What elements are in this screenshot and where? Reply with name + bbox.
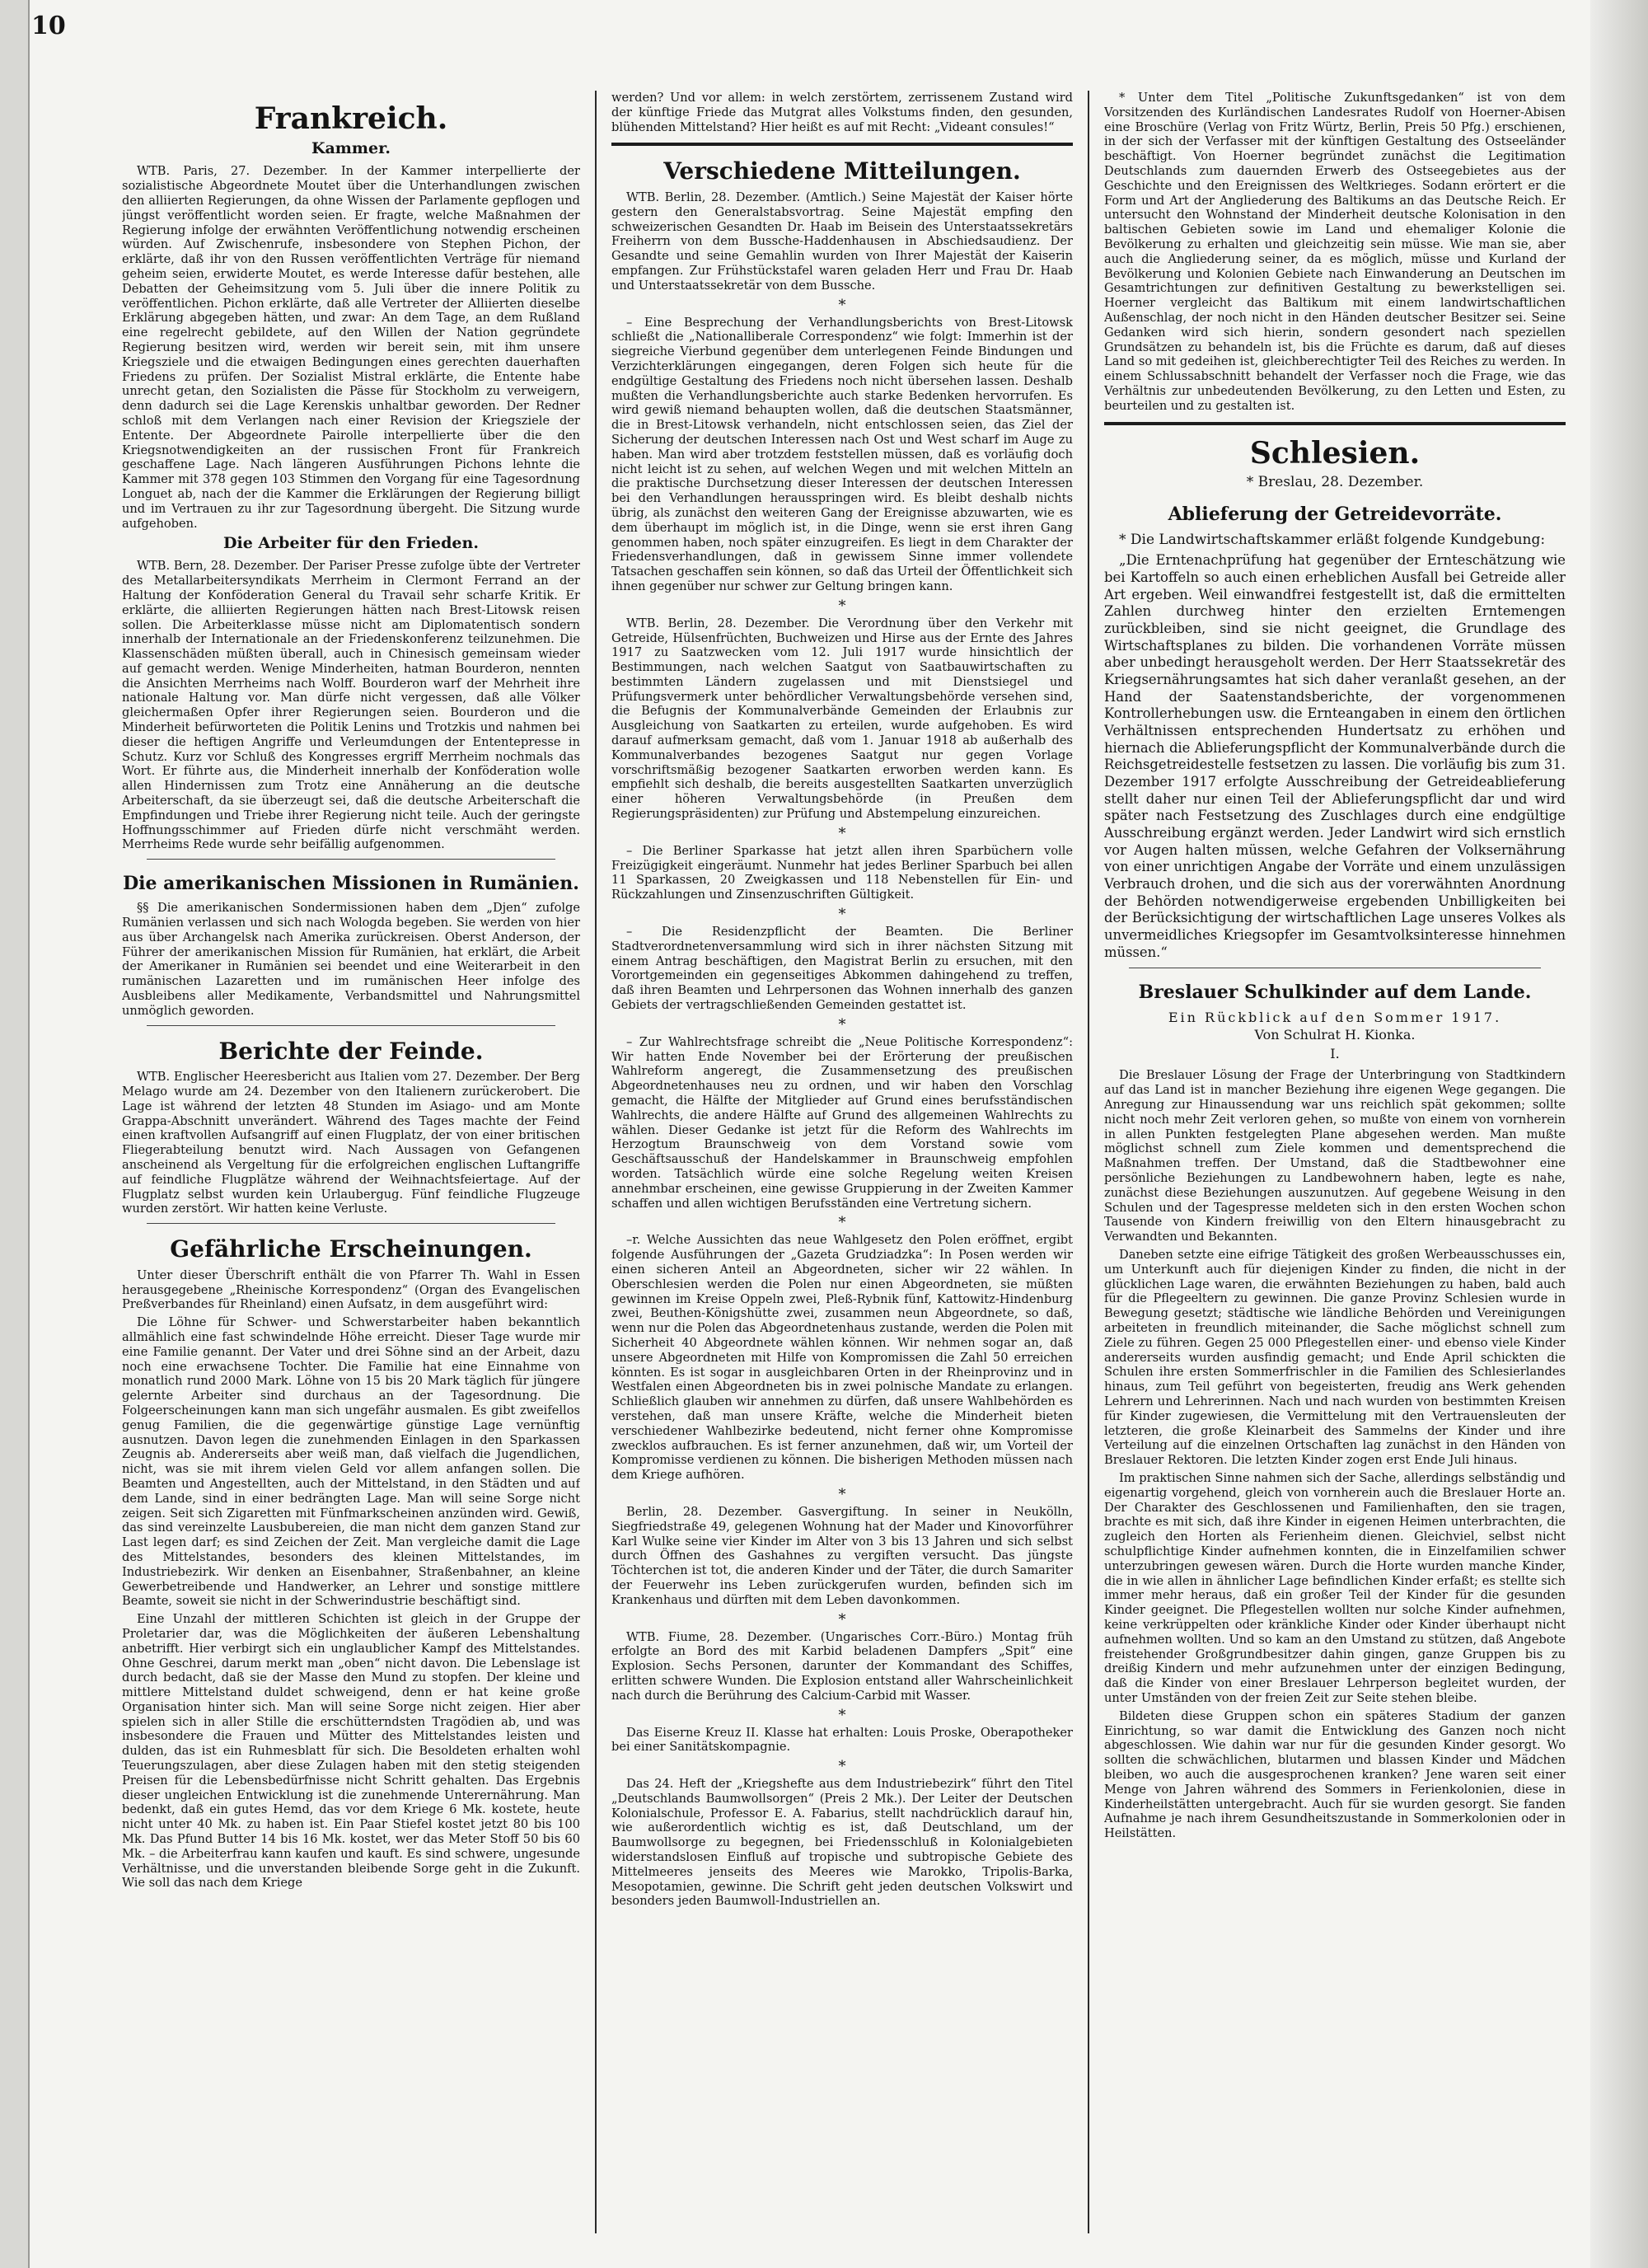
section-number: I.: [1330, 1046, 1340, 1062]
article-paragraph: Das Eiserne Kreuz II. Klasse hat erhalten: Louis Proske, Oberapotheker bei einer Sanitätskompagnie.: [611, 1725, 1073, 1755]
column-rule: [595, 91, 597, 2233]
article-paragraph: WTB. Paris, 27. Dezember. In der Kammer interpellierte der sozialistische Abgeordnete Moutet über die Unterhandlungen zwischen den alliierten Regierungen, da ohne Wissen der Parlamente gepflogen und jüngst veröffentlicht worden seien. Er fragte, welche Maßnahmen der Regierung infolge der erwähnten Veröffentlichung notwendig erscheinen würden. Auf Zwischenrufe, insbesondere von Stephen Pichon, der erklärte, daß ihr von den Russen veröffentlichten Verträge für niemand geheim seien, erwiderte Moutet, es werde Interesse dafür bestehen, alle Debatten der Geheimsitzung vom 5. Juli über die innere Politik zu veröffentlichen. Pichon erklärte, daß alle Vertreter der Alliierten dieselbe Erklärung abgegeben hätten, und zwar: An dem Tage, an dem Rußland eine regelrecht gebildete, auf den Willen der Nation gegründete Regierung besitzen wird, werden wir bereit sein, mit ihm unsere Kriegsziele und die etwaigen Bedingungen eines gerechten dauerhaften Friedens zu prüfen. Der Sozialist Mistral erklärte, die Entente habe unrecht getan, den Sozialisten die Pässe für Stockholm zu verweigern, denn dadurch sei die Lage Kerenskis unhaltbar geworden. Der Redner schloß mit dem Verlangen nach einer Revision der Kriegsziele der Entente. Der Abgeordnete Pairolle interpellierte über die den Kriegsnotwendigkeiten an der russischen Front für Frankreich geschaffene Lage. Nach längeren Ausführungen Pichons lehnte die Kammer mit 378 gegen 103 Stimmen den Vorgang für eine Tagesordnung Longuet ab, nach der die Kammer die Erklärungen der Regierung billigt und im Vertrauen zu ihr zur Tagesordnung übergeht. Die Sitzung wurde aufgehoben.: [122, 164, 580, 531]
divider: [147, 1025, 555, 1026]
article-paragraph: * Unter dem Titel „Politische Zukunftsgedanken“ ist von dem Vorsitzenden des Kurländischen Landesrates Rudolf von Hoerner-Abisen eine Broschüre (Verlag von Fritz Würtz, Berlin, Preis 50 Pfg.) erschienen, in der sich der Verfasser mit der künftigen Gestaltung des Ostseeländer beschäftigt. Von Hoerner begründet zunächst die Legitimation Deutschlands zum dauernden Erwerb des Ostseegebietes aus der Geschichte und den Ereignissen des Weltkrieges. Sodann erörtert er die Form und Art der Angliederung des Baltikums an das Deutsche Reich. Er untersucht den Wohnstand der Minderheit deutsche Kolonisation in den baltischen Gebieten sowie im Land und ehemaliger Kolonie die Bevölkerung zu erhalten und gleichzeitig sein müsse. Wie man sie, aber auch die Angliederung seiner, da es möglich, müsse und Kurland der Bevölkerung und Kolonien Gebiete nach Einwanderung an Deutschen im Gesamtrichtungen zur definitiven Gestaltung zu bewerkstelligen sei. Hoerner vergleicht das Baltikum mit einem landwirtschaftlichen Außenschlag, der noch nicht in den Händen deutscher Besitzer sei. Seine Gedanken wird sich hierin, sondern gesondert nach speziellen Grundsätzen zu behandeln ist, bis die Früchte es darum, daß auf dieses Land so mit gedeihen ist, gleichberechtigter Teil des Reiches zu werden. In einem Schlussabschnitt behandelt der Verfasser noch die Frage, wie das Verhältnis zur unbedeutenden Bevölkerung, zu den Letten und Esten, zu beurteilen und zu gestalten ist.: [1104, 91, 1566, 413]
separator-star: *: [838, 906, 846, 924]
divider-thick: [611, 143, 1073, 146]
separator-star: *: [838, 1214, 846, 1232]
separator-star: *: [838, 1485, 846, 1503]
article-paragraph: WTB. Berlin, 28. Dezember. (Amtlich.) Seine Majestät der Kaiser hörte gestern den Generalstabsvortrag. Seine Majestät empfing den schweizerischen Gesandten Dr. Haab im Beisein des Unterstaatssekretärs Freiherrn von dem Bussche-Haddenhausen in Abschiedsaudienz. Der Gesandte und seine Gemahlin wurden von Ihrer Majestät der Kaiserin empfangen. Zur Frühstückstafel waren geladen Herr und Frau Dr. Haab und Unterstaatssekretär von dem Bussche.: [611, 190, 1073, 293]
column-right: [1104, 91, 1566, 2242]
article-paragraph: Die Breslauer Lösung der Frage der Unterbringung von Stadtkindern auf das Land ist in mancher Beziehung ihre eigenen Wege gegangen. Die Anregung zur Hinaussendung war uns reichlich spät gekommen; sollte nicht noch mehr Zeit verloren gehen, so mußte von einem von vornherein in allen Punkten festgelegten Plane abgesehen werden. Man mußte möglichst schnell zum Ziele kommen und dementsprechend die Maßnahmen treffen. Der Umstand, daß die Stadtbewohner eine persönliche Beziehungen zu Landbewohnern haben, legte es nahe, zunächst diese Beziehungen auszunutzen. Auf gegebene Weisung in den Schulen und der Tagespresse meldeten sich in den ersten Wochen schon Tausende von Kindern freiwillig von den Eltern hinausgebracht zu Verwandten und Bekannten.: [1104, 1068, 1566, 1244]
article-paragraph: – Zur Wahlrechtsfrage schreibt die „Neue Politische Korrespondenz“: Wir hatten Ende November bei der Erörterung der preußischen Wahlreform angeregt, die Zusammensetzung des preußischen Abgeordnetenhauses neu zu ordnen, und wir haben den Vorschlag gemacht, die Hälfte der Mitglieder auf Grund eines berufsständischen Wahlrechts, die andere Hälfte auf Grund des allgemeinen Wahlrechts zu wählen. Dieser Gedanke ist jetzt für die Reform des Wahlrechts im Herzogtum Braunschweig von dem Vorstand sowie vom Geschäftsausschuß der Handelskammer in Braunschweig empfohlen worden. Tatsächlich würde eine solche Regelung weiten Kreisen annehmbar erscheinen, eine gewisse Gruppierung in der Zweiten Kammer schaffen und allen wichtigen Berufsständen eine Vertretung sichern.: [611, 1034, 1073, 1211]
article-paragraph: – Die Residenzpflicht der Beamten. Die Berliner Stadtverordnetenversammlung wird sich in ihrer nächsten Sitzung mit einem Antrag beschäftigen, den Magistrat Berlin zu ersuchen, mit den Vorortgemeinden ein gegenseitiges Abkommen dahingehend zu treffen, daß ihren Beamten und Lehrpersonen das Wohnen innerhalb des ganzen Gebiets der vertragschließenden Gemeinden gestattet ist.: [611, 925, 1073, 1013]
article-paragraph: * Die Landwirtschaftskammer erläßt folgende Kundgebung:: [1119, 531, 1546, 548]
column-middle: [611, 91, 1073, 2242]
article-paragraph: WTB. Berlin, 28. Dezember. Die Verordnung über den Verkehr mit Getreide, Hülsenfrüchten, Buchweizen und Hirse aus der Ernte des Jahres 1917 zu Saatzwecken vom 12. Juli 1917 wurde hinsichtlich der Bestimmungen, nach welchen Saatgut von Saatbauwirtschaften zu bestimmten Ländern zugelassen und mit Dienstsiegel und Prüfungsvermerk unter behördlicher Verwaltungsbehörde versehen sind, die Befugnis der Kommunalverbände Gemeinden der Erlaubnis zur Ausgleichung von Saatkarten zu erteilen, wurde aufgehoben. Es wird darauf aufmerksam gemacht, daß vom 1. Januar 1918 ab außerhalb des Kommunalverbandes bezogenes Saatgut nur gegen Vorlage vorschriftsmäßig bezogener Saatkarten erworben werden kann. Es empfiehlt sich deshalb, die bereits ausgestellten Saatkarten unverzüglich einer höheren Verwaltungsbehörde (in Preußen dem Regierungspräsidenten) zur Prüfung und Abstempelung einzureichen.: [611, 616, 1073, 822]
divider: [147, 859, 555, 860]
column-rule: [1088, 91, 1089, 2233]
separator-star: *: [838, 597, 846, 615]
article-paragraph: „Die Erntenachprüfung hat gegenüber der Ernteschätzung wie bei Kartoffeln so auch einen erheblichen Ausfall bei Getreide aller Art ergeben. Weil einwandfrei festgestellt ist, daß die ermittelten Zahlen durchweg hinter den erzielten Erntemengen zurückbleiben, sind sie nicht geeignet, die Grundlage des Wirtschaftsplanes zu bilden. Die vorhandenen Vorräte müssen aber unbedingt herausgeholt werden. Der Herr Staatssekretär des Kriegsernährungsamtes hat sich daher veranlaßt gesehen, an der Hand der Saatenstandsberichte, der vorgenommenen Kontrollerhebungen usw. die Ernteangaben in einem den örtlichen Verhältnissen entsprechenden Hundertsatz zu erhöhen und hiernach die Ablieferungspflicht der Kommunalverbände durch die Reichsgetreidestelle festsetzen zu lassen. Die vorläufig bis zum 31. Dezember 1917 erfolgte Ausschreibung der Getreideablieferung stellt daher nur einen Teil der Ablieferungspflicht dar und wird später nach Festsetzung des Zuschlages durch eine endgültige Ausschreibung ergänzt werden. Jeder Landwirt wird sich ernstlich vor Augen halten müssen, welche Gefahren der Volksernährung von einer unrichtigen Angabe der Vorräte und einem unzulässigen Verbrauch drohen, und die sich aus der vorerwähnten Anordnung der Behörden notwendigerweise ergebenden Unbilligkeiten bei der Berücksichtigung der wirtschaftlichen Lage unseres Volkes als unvermeidliches Kriegsopfer im Gesamtvolksinteresse hinnehmen müssen.“: [1104, 552, 1566, 960]
article-paragraph: – Die Berliner Sparkasse hat jetzt allen ihren Sparbüchern volle Freizügigkeit eingeräumt. Nunmehr hat jedes Berliner Sparbuch bei allen 11 Sparkassen, 20 Zweigkassen und 118 Nebenstellen für Ein- und Rückzahlungen und Zinsenzuschriften Gültigkeit.: [611, 843, 1073, 902]
separator-star: *: [838, 296, 846, 314]
section-title-frankreich: Frankreich.: [254, 101, 448, 136]
article-paragraph: Eine Unzahl der mittleren Schichten ist gleich in der Gruppe der Proletarier dar, was die Möglichkeiten der äußeren Lebenshaltung anbetrifft. Hier verbirgt sich ein unglaublicher Kampf des Mittelstandes. Ohne Geschrei, darum merkt man „oben“ nicht davon. Die Lebenslage ist durch bedacht, daß sie der Masse den Mund zu stopfen. Der kleine und mittlere Mittelstand duldet schweigend, denn er hat keine große Organisation hinter sich. Man will seine Sorge nicht zeigen. Hier aber spielen sich in aller Stille die erschütterndsten Tragödien ab, und was insbesondere die Frauen und Mütter des Mittelstandes leisten und dulden, das ist ein Ruhmesblatt für sich. Die Besoldeten erhalten wohl Teuerungszulagen, aber diese Zulagen haben mit den stetig steigenden Preisen für die Lebensbedürfnisse nicht Schritt gehalten. Das Ergebnis dieser ungleichen Entwicklung ist die zunehmende Unterernährung. Man bedenkt, daß ein gutes Hemd, das vor dem Kriege 6 Mk. kostete, heute nicht unter 40 Mk. zu haben ist. Ein Paar Stiefel kostet jetzt 80 bis 100 Mk. Das Pfund Butter 14 bis 16 Mk. kostet, wer das Meter Stoff 50 bis 60 Mk. – die Arbeiterfrau kann kaufen und kauft. Es sind schwere, ungesunde Verhältnisse, und die unverstanden bleibende Sorge geht in die Zukunft. Wie soll das nach dem Kriege: [122, 1612, 580, 1891]
article-paragraph: Daneben setzte eine eifrige Tätigkeit des großen Werbeausschusses ein, um Unterkunft auch für diejenigen Kinder zu finden, die nicht in der glücklichen Lage waren, die erwähnten Beziehungen zu haben, bald auch für die Pflegeeltern zu gewinnen. Die ganze Provinz Schlesien wurde in Bewegung gesetzt; städtische wie ländliche Behörden und Vereinigungen arbeiteten in freundlich miteinander, die Sache möglichst schnell zum Ziele zu führen. Gegen 25 000 Pflegestellen einer- und ebenso viele Kinder andererseits wurden ausfindig gemacht; und Ende April schickten die Schulen ihre ersten Sommerfrischler in die Familien des Schlesierlandes hinaus, zum Teil geführt von begeisterten, freudig ans Werk gehenden Lehrern und Lehrerinnen. Nach und nach wurden von bestimmten Kreisen für Kinder zugewiesen, die Vermittelung mit den Vertrauensleuten der letzteren, die große Kleinarbeit des Sammelns der Kinder und ihre Verteilung auf die einzelnen Ortschaften lag zunächst in den Händen von Breslauer Rektoren. Die letzten Kinder zogen erst Ende Juli hinaus.: [1104, 1248, 1566, 1468]
separator-star: *: [838, 1758, 846, 1776]
author-byline: Von Schulrat H. Kionka.: [1254, 1027, 1416, 1043]
article-paragraph: Das 24. Heft der „Kriegshefte aus dem Industriebezirk“ führt den Titel „Deutschlands Baumwollsorgen“ (Preis 2 Mk.). Der Leiter der Deutschen Kolonialschule, Professor E. A. Fabarius, stellt nachdrücklich darauf hin, wie außerordentlich wichtig es ist, daß Deutschland, um der Baumwollsorge zu begegnen, bei Friedensschluß in Kolonialgebieten widerstandslosen Einfluß auf tropische und subtropische Gebiete des Mittelmeeres jenseits des Meeres wie Marokko, Tripolis-Barka, Mesopotamien, gewinne. Die Schrift geht jeden deutschen Volkswirt und besonders jeden Baumwoll-Industriellen an.: [611, 1777, 1073, 1909]
subheadline: Ein Rückblick auf den Sommer 1917.: [1168, 1010, 1502, 1026]
separator-star: *: [838, 1706, 846, 1724]
separator-star: *: [838, 1610, 846, 1628]
article-paragraph-continued: werden? Und vor allem: in welch zerstörtem, zerrissenem Zustand wird der künftige Friede das Mutgrat alles Volkstums finden, den gesunden, blühenden Mittelstand? Hier heißt es auf mit Recht: „Videant consules!“: [611, 91, 1073, 134]
article-paragraph: Bildeten diese Gruppen schon ein späteres Stadium der ganzen Einrichtung, so war damit die Entwicklung des Ganzen noch nicht abgeschlossen. Wie dahin war nur für die gesunden Kinder gesorgt. Wo sollten die schwächlichen, blutarmen und blassen Kinder und Mädchen bleiben, wo auch die ausgesprochenen kranken? Jene waren seit einer Menge von Jahren während des Sommers in Ferienkolonien, diese in Kinderheilstätten untergebracht. Auch für sie wurden gesorgt. Sie fanden Aufnahme je nach ihrem Gesundheitszustande in Sommerkolonien oder in Heilstätten.: [1104, 1708, 1566, 1841]
article-paragraph: Die Löhne für Schwer- und Schwerstarbeiter haben bekanntlich allmählich eine fast schwindelnde Höhe erreicht. Dieser Tage wurde mir eine Familie genannt. Der Vater und drei Söhne sind an der Arbeit, dazu noch eine erwachsene Tochter. Die Familie hat eine Einnahme von monatlich rund 2000 Mark. Löhne von 15 bis 20 Mark täglich für jüngere gelernte Arbeiter sind durchaus an der Tagesordnung. Die Folgeerscheinungen kann man sich ungefähr ausmalen. Es gibt zweifellos genug Familien, die die gegenwärtige günstige Lage vernünftig ausnutzen. Davon legen die zunehmenden Einlagen in den Sparkassen Zeugnis ab. Andererseits aber weiß man, daß vielfach die Jugendlichen, nicht, was sie mit ihrem vielen Geld vor allem anfangen sollen. Die Beamten und Angestellten, auch der Mittelstand, in den Städten und auf dem Lande, sind in einer bedrängten Lage. Man will seine Sorge nicht zeigen. Seit sich Zigaretten mit Fünfmarkscheinen anzünden wird. Gewiß, das sind vereinzelte Lausbubereien, die man nicht dem ganzen Stand zur Last legen darf; es sind Zeichen der Zeit. Man vergleiche damit die Lage des Mittelstandes, besonders des kleinen Mittelstandes, im Industriebezirk. Wir denken an Eisenbahner, Straßenbahner, an kleine Gewerbetreibende und Handwerker, an Lehrer und sonstige mittlere Beamte, soweit sie nicht in der Schwerindustrie beschäftigt sind.: [122, 1315, 580, 1609]
article-paragraph: WTB. Bern, 28. Dezember. Der Pariser Presse zufolge übte der Vertreter des Metallarbeitersyndikats Merrheim in Clermont Ferrand an der Haltung der Konföderation General du Travail sehr scharfe Kritik. Er erklärte, die alliierten Regierungen hätten nach Brest-Litowsk reisen sollen. Die Arbeiterklasse müsse nicht am Diplomatentisch sondern innerhalb der Internationale an der Friedenskonferenz teilzunehmen. Die Klassenschäden müßten überall, auch in Chinesisch gemeinsam wieder auf gemacht werden. Wenige Minderheiten, hatman Bourderon, nennten die Ansichten Merrheims nach Wolff. Bourderon warf der Mehrheit ihre nationale Haltung vor. Man dürfe nicht vergessen, daß alle Völker gleichermaßen Opfer ihrer Regierungen seien. Bourderon und die Minderheit befürworteten die Politik Lenins und Trotzkis und nahmen bei dieser die heftigen Angriffe und Verleumdungen der Ententepresse in Schutz. Kurz vor Schluß des Kongresses ergriff Merrheim nochmals das Wort. Er führte aus, die Minderheit innerhalb der Konföderation wolle allen Hindernissen zum Trotz eine Annäherung an die deutsche Arbeiterschaft, da sie überzeugt sei, daß die deutsche Arbeiterschaft die Empfindungen und Triebe ihrer Regierung nicht teile. Auch der geringste Hoffnungsschimmer auf Frieden dürfe nicht verschmäht werden. Merrheims Rede wurde sehr beifällig aufgenommen.: [122, 559, 580, 852]
article-paragraph: §§ Die amerikanischen Sondermissionen haben dem „Djen“ zufolge Rumänien verlassen und sich nach Wologda begeben. Sie werden von hier aus über Archangelsk nach Amerika zurückreisen. Oberst Anderson, der Führer der amerikanischen Mission für Rumänien, hat erklärt, die Arbeit der Amerikaner in Rumänien sei beendet und eine Weiterarbeit in den rumänischen Lazaretten und im rumänischen Heer infolge des Ausbleibens aller Medikamente, Verbandsmittel und Nahrungsmittel unmöglich geworden.: [122, 901, 580, 1018]
article-paragraph: Unter dieser Überschrift enthält die von Pfarrer Th. Wahl in Essen herausgegebene „Rheinische Korrespondenz“ (Organ des Evangelischen Preßverbandes für Rheinland) einen Aufsatz, in dem ausgeführt wird:: [122, 1268, 580, 1312]
subtitle-arbeiter-frieden: Die Arbeiter für den Frieden.: [223, 534, 479, 553]
article-paragraph: WTB. Englischer Heeresbericht aus Italien vom 27. Dezember. Der Berg Melago wurde am 24. Dezember von den Italienern zurückerobert. Die Lage ist während der letzten 48 Stunden im Asiago- und am Monte Grappa-Abschnitt unverändert. Während des Tages machte der Feind einen kraftvollen Aufsangriff auf einen Flugplatz, der von einer britischen Fliegerabteilung benutzt wird. Nach Aussagen von Gefangenen anscheinend als Vergeltung für die erfolgreichen englischen Luftangriffe auf feindliche Flugplätze während der Weihnachtsfeiertage. Auf der Flugplatz selbst wurden kein Urlaubergug. Fünf feindliche Flugzeuge wurden zerstört. Wir hatten keine Verluste.: [122, 1070, 580, 1216]
divider-thick: [1104, 422, 1566, 425]
article-paragraph: WTB. Fiume, 28. Dezember. (Ungarisches Corr.-Büro.) Montag früh erfolgte an Bord des mit Karbid beladenen Dampfers „Spit“ eine Explosion. Sechs Personen, darunter der Kommandant des Schiffes, erlitten schwere Wunden. Die Explosion entstand aller Wahrscheinlichkeit nach durch die Berührung des Calcium-Carbid mit Wasser.: [611, 1629, 1073, 1703]
article-paragraph: –r. Welche Aussichten das neue Wahlgesetz den Polen eröffnet, ergibt folgende Ausführungen der „Gazeta Grudziadzka“: In Posen werden wir einen sicheren Anteil an Abgeordneten, sicher wir 22 wählen. In Oberschlesien werden die Polen nur einen Abgeordneten, sie müßten gewinnen im Kreise Oppeln zwei, Pleß-Rybnik fünf, Kattowitz-Hindenburg zwei, Beuthen-Königshütte zwei, zusammen neun Abgeordnete, so daß, wenn nur die Polen das Abgeordnetenhaus zustande, werden die Polen mit Sicherheit 40 Abgeordnete wählen können. Wir nehmen sogar an, daß unsere Abgeordneten mit Hilfe von Kompromissen die Zahl 50 erreichen könnten. Es ist sogar in ausgleichbaren Orten in der Rheinprovinz und in Westfalen einen Abgeordneten bis in zwei polnische Mandate zu erlangen. Schließlich glauben wir annehmen zu dürfen, daß unsere Wahlbehörden es verstehen, daß man unsere Kräfte, welche die Minderheit bieten verschiedener Wahlbezirke bedeutend, nicht ferner ohne Kompromisse zwecklos aufbrauchen. Es ist ferner anzunehmen, daß wir, um Vorteil der Kompromisse verdienen zu können. Die bisherigen Methoden müssen nach dem Kriege aufhören.: [611, 1233, 1073, 1483]
column-left: [122, 91, 580, 2242]
headline-missionen: Die amerikanischen Missionen in Rumänien.: [123, 873, 579, 895]
article-paragraph: Im praktischen Sinne nahmen sich der Sache, allerdings selbständig und eigenartig vorgehend, gleich von vornherein auch die Breslauer Horte an. Der Charakter des Geschlossenen und Familienhaften, den sie tragen, brachte es mit sich, daß ihre Kinder in eigenen Heimen unterbrachten, die zugleich den Horten als Ferienheim dienen. Gleichviel, selbst nicht schulpflichtige Kinder aufnehmen konnten, die in Einzelfamilien schwer unterzubringen gewesen wären. Durch die Horte wurden manche Kinder, die in wie allen in ähnlicher Lage befindlichen Kinder erfaßt; es stellte sich immer mehr heraus, daß ein großer Teil der Kinder für die gesunden Kinder geeignet. Die Pflegestellen wollten nur solche Kinder aufnehmen, keine verkrüppelten oder kränkliche Kinder oder Kinder überhaupt nicht aufnehmen wollten. Und so kam an den Umstand zu stützen, daß Angebote freistehender Großgrundbesitzer dahin gingen, ganze Gruppen bis zu dreißig Kindern und mehr aufzunehmen unter der einzigen Bedingung, daß die Kinder von einer Breslauer Lehrperson begleitet wurden, der unter Umständen von der freien Zeit zur Seite stehen bleibe.: [1104, 1470, 1566, 1705]
dateline: * Breslau, 28. Dezember.: [1246, 473, 1424, 490]
subtitle-kammer: Kammer.: [311, 139, 391, 158]
subtitle-getreidevorraete: Ablieferung der Getreidevorräte.: [1168, 503, 1502, 525]
page-binding-edge: [0, 0, 30, 2268]
article-paragraph: – Eine Besprechung der Verhandlungsberichts von Brest-Litowsk schließt die „Nationalliberale Correspondenz“ wie folgt: Immerhin ist der siegreiche Vierbund gegenüber dem unterlegenen Feinde Bindungen und Verzichterklärungen eingegangen, deren Folgen sich heute für die endgültige Gestaltung des Friedens noch nicht übersehen lassen. Deshalb mußten die Verhandlungsberichte auch starke Bedenken hervorrufen. Es wird gewiß niemand behaupten wollen, daß die deutschen Staatsmänner, die in Brest-Litowsk verhandeln, nicht entschlossen seien, das Ziel der Sicherung der deutschen Interessen nach Ost und West scharf im Auge zu haben. Man wird aber trotzdem feststellen müssen, daß es vorläufig doch nicht leicht ist zu sehen, auf welchen Wegen und mit welchen Mitteln an die praktische Durchsetzung dieser Interessen der deutschen Interessen bei den Verhandlungen herausspringen wird. Es bleibt deshalb nichts übrig, als zunächst den weiteren Gang der Ereignisse abzuwarten, wie es dem überhaupt im möglich ist, in die Dinge, wenn sie erst ihren Gang genommen haben, noch später einzugreifen. Es liegt in dem Charakter der Friedensverhandlungen, daß in gewissem Sinne immer vollendete Tatsachen geschaffen sein können, so daß das Urteil der Öffentlichkeit sich ihnen gegenüber nur schwer zur Geltung bringen kann.: [611, 315, 1073, 593]
section-title-mitteilungen: Verschiedene Mitteilungen.: [663, 157, 1021, 185]
announcement-block: [1104, 532, 1566, 962]
article-paragraph: Berlin, 28. Dezember. Gasvergiftung. In seiner in Neukölln, Siegfriedstraße 49, gelegenen Wohnung hat der Mader und Kinovorführer Karl Wulke seine vier Kinder im Alter von 3 bis 13 Jahren und sich selbst durch Öffnen des Gashahnes zu vergiften versucht. Das jüngste Töchterchen ist tot, die anderen Kinder und der Täter, die durch Samariter der Feuerwehr ins Leben zurückgerufen wurden, befinden sich im Krankenhaus und dürften mit dem Leben davonkommen.: [611, 1504, 1073, 1607]
page-number: 10: [31, 12, 66, 40]
section-title-schlesien: Schlesien.: [1249, 435, 1421, 471]
separator-star: *: [838, 1015, 846, 1033]
headline-schulkinder: Breslauer Schulkinder auf dem Lande.: [1138, 982, 1532, 1004]
page-shadow-edge: [1590, 0, 1648, 2268]
headline-feinde: Berichte der Feinde.: [218, 1037, 484, 1065]
separator-star: *: [838, 824, 846, 842]
headline-erscheinungen: Gefährliche Erscheinungen.: [170, 1235, 532, 1263]
divider: [147, 1223, 555, 1224]
